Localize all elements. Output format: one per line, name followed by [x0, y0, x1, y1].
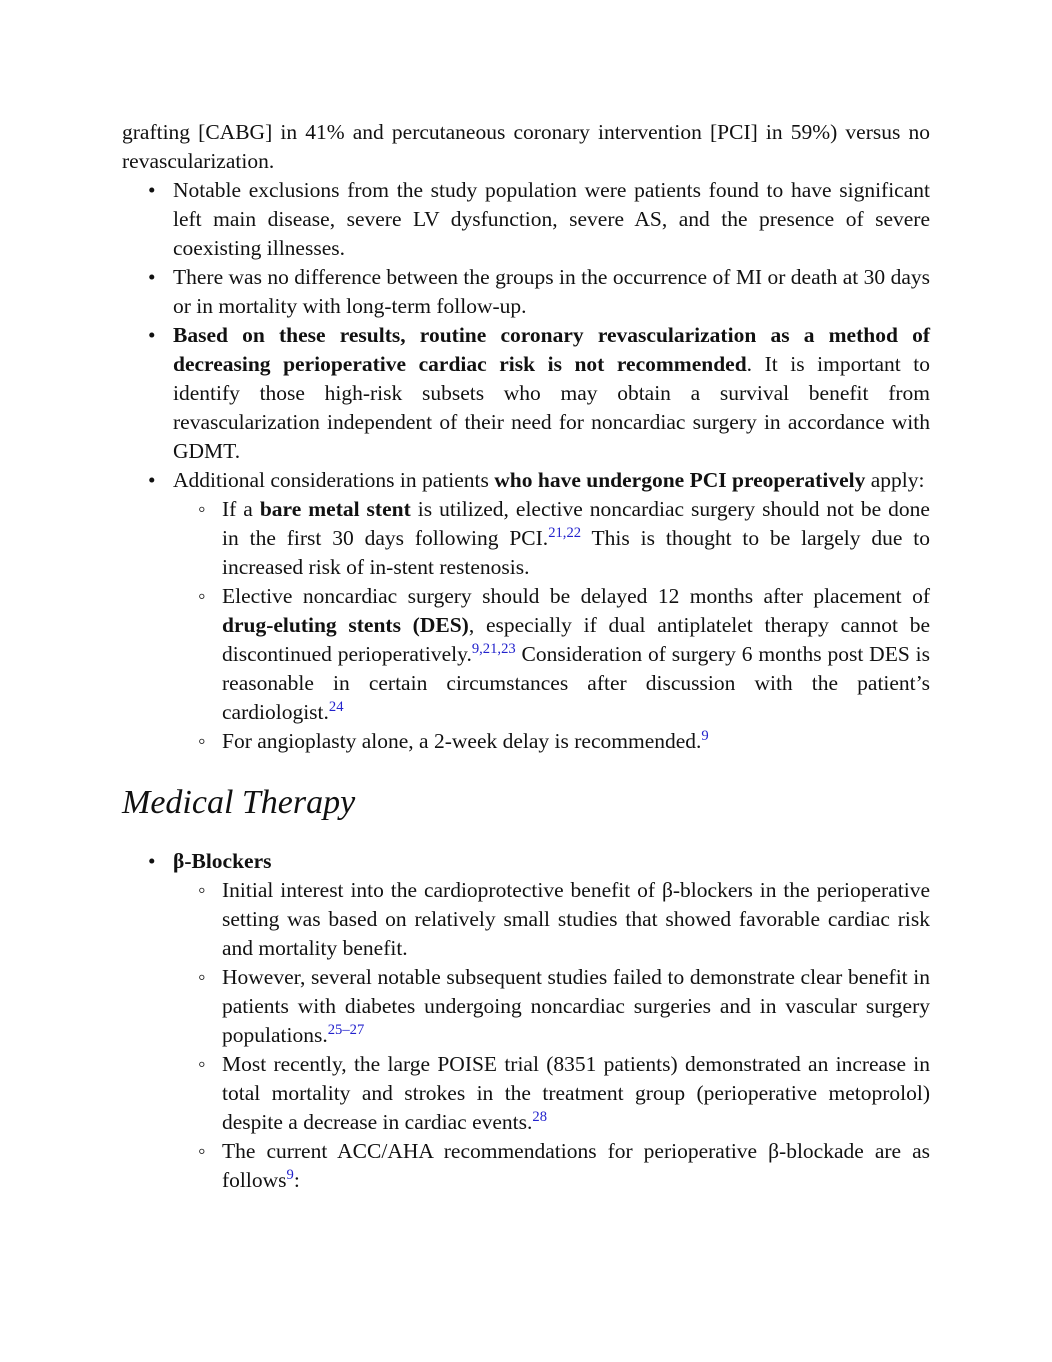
footnote-ref[interactable]: 9	[701, 727, 709, 744]
footnote-ref[interactable]: 28	[532, 1108, 547, 1125]
sub-item-acc-aha-recommendations	[122, 1137, 930, 1195]
text-run: grafting [CABG] in 41% and percutaneous coronary intervention [PCI] in 59%) versus no revascularization.	[122, 120, 930, 173]
text-run: who have undergone PCI preoperatively	[494, 468, 866, 492]
sub-item-initial-interest	[122, 876, 930, 963]
text-run: If a	[222, 497, 260, 521]
sub-item-text	[222, 1137, 930, 1195]
text-run: . It is important to identify those high-risk subsets who may obtain a survival benefit from revascularization independent of their need for noncardiac surgery in accordance with GDMT.	[173, 352, 930, 463]
text-run: However, several notable subsequent studies failed to demonstrate clear benefit in patients with diabetes undergoing noncardiac surgeries and in vascular surgery populations.	[222, 965, 930, 1047]
bullet-marker: •	[148, 178, 156, 202]
text-run: is utilized, elective noncardiac surgery should not be done in the first 30 days following PCI.	[222, 497, 930, 550]
sub-item-text	[222, 582, 930, 727]
bullet-text	[173, 466, 930, 495]
sub-item-text	[222, 727, 930, 756]
circle-bullet-marker: ◦	[198, 729, 206, 753]
text-run: apply:	[865, 468, 925, 492]
text-run: Consideration of surgery 6 months post DES is reasonable in certain circumstances after discussion with the patient’s cardiologist.	[222, 642, 930, 724]
text-run: Initial interest into the cardioprotective benefit of β-blockers in the perioperative setting was based on relatively small studies that showed favorable cardiac risk and mortality benefit.	[222, 878, 930, 960]
sub-item-subsequent-studies	[122, 963, 930, 1050]
bullet-marker: •	[148, 265, 156, 289]
circle-bullet-marker: ◦	[198, 497, 206, 521]
sub-item-text	[222, 495, 930, 582]
sub-item-text	[222, 876, 930, 963]
text-run: drug-eluting stents (DES)	[222, 613, 469, 637]
text-run: This is thought to be largely due to increased risk of in-stent restenosis.	[222, 526, 930, 579]
bullet-text	[173, 321, 930, 466]
text-run: bare metal stent	[259, 497, 411, 521]
bullet-text	[173, 176, 930, 263]
circle-bullet-marker: ◦	[198, 965, 206, 989]
text-run: For angioplasty alone, a 2-week delay is recommended.	[222, 729, 702, 753]
footnote-ref[interactable]: 24	[328, 698, 344, 715]
bullet-text	[173, 847, 930, 876]
text-run: Based on these results, routine coronary revascularization as a method of decreasing perioperative cardiac risk is not recommended	[173, 323, 930, 376]
text-run: The current ACC/AHA recommendations for perioperative β-blockade are as follows	[222, 1139, 930, 1192]
circle-bullet-marker: ◦	[198, 584, 206, 608]
footnote-ref[interactable]: 9,21,23	[471, 640, 516, 657]
text-run: Elective noncardiac surgery should be delayed 12 months after placement of	[222, 584, 930, 608]
circle-bullet-marker: ◦	[198, 1052, 206, 1076]
bullet-item-notable-exclusions	[122, 176, 930, 263]
footnote-ref[interactable]: 21,22	[548, 524, 582, 541]
bullet-text	[173, 263, 930, 321]
sub-item-drug-eluting-stents	[122, 582, 930, 727]
circle-bullet-marker: ◦	[198, 878, 206, 902]
footnote-ref[interactable]: 9	[286, 1166, 294, 1183]
text-run: β-Blockers	[173, 849, 272, 873]
footnote-ref[interactable]: 25–27	[327, 1021, 365, 1038]
section-heading: Medical Therapy	[122, 784, 356, 821]
sub-item-text	[222, 1050, 930, 1137]
text-run: Most recently, the large POISE trial (8351 patients) demonstrated an increase in total mortality and strokes in the treatment group (perioperative metoprolol) despite a decrease in cardiac events.	[222, 1052, 930, 1134]
bullet-marker: •	[148, 323, 156, 347]
bullet-item-based-on-results	[122, 321, 930, 466]
text-run: :	[293, 1168, 300, 1192]
circle-bullet-marker: ◦	[198, 1139, 206, 1163]
sub-item-poise-trial	[122, 1050, 930, 1137]
sub-item-text	[222, 963, 930, 1050]
text-run: Additional considerations in patients	[173, 468, 495, 492]
bullet-item-no-difference	[122, 263, 930, 321]
paragraph-continuation	[122, 118, 930, 176]
bullet-marker: •	[148, 468, 156, 492]
bullet-marker: •	[148, 849, 156, 873]
bullet-item-additional-considerations	[122, 466, 930, 495]
sub-item-angioplasty	[122, 727, 930, 756]
sub-item-bare-metal-stent	[122, 495, 930, 582]
text-run: There was no difference between the groups in the occurrence of MI or death at 30 days or in mortality with long-term follow-up.	[173, 265, 930, 318]
text-run: , especially if dual antiplatelet therapy cannot be discontinued perioperatively.	[222, 613, 930, 666]
bullet-item-beta-blockers	[122, 847, 930, 876]
text-run: Notable exclusions from the study population were patients found to have significant left main disease, severe LV dysfunction, severe AS, and the presence of severe coexisting illnesses.	[173, 178, 930, 260]
